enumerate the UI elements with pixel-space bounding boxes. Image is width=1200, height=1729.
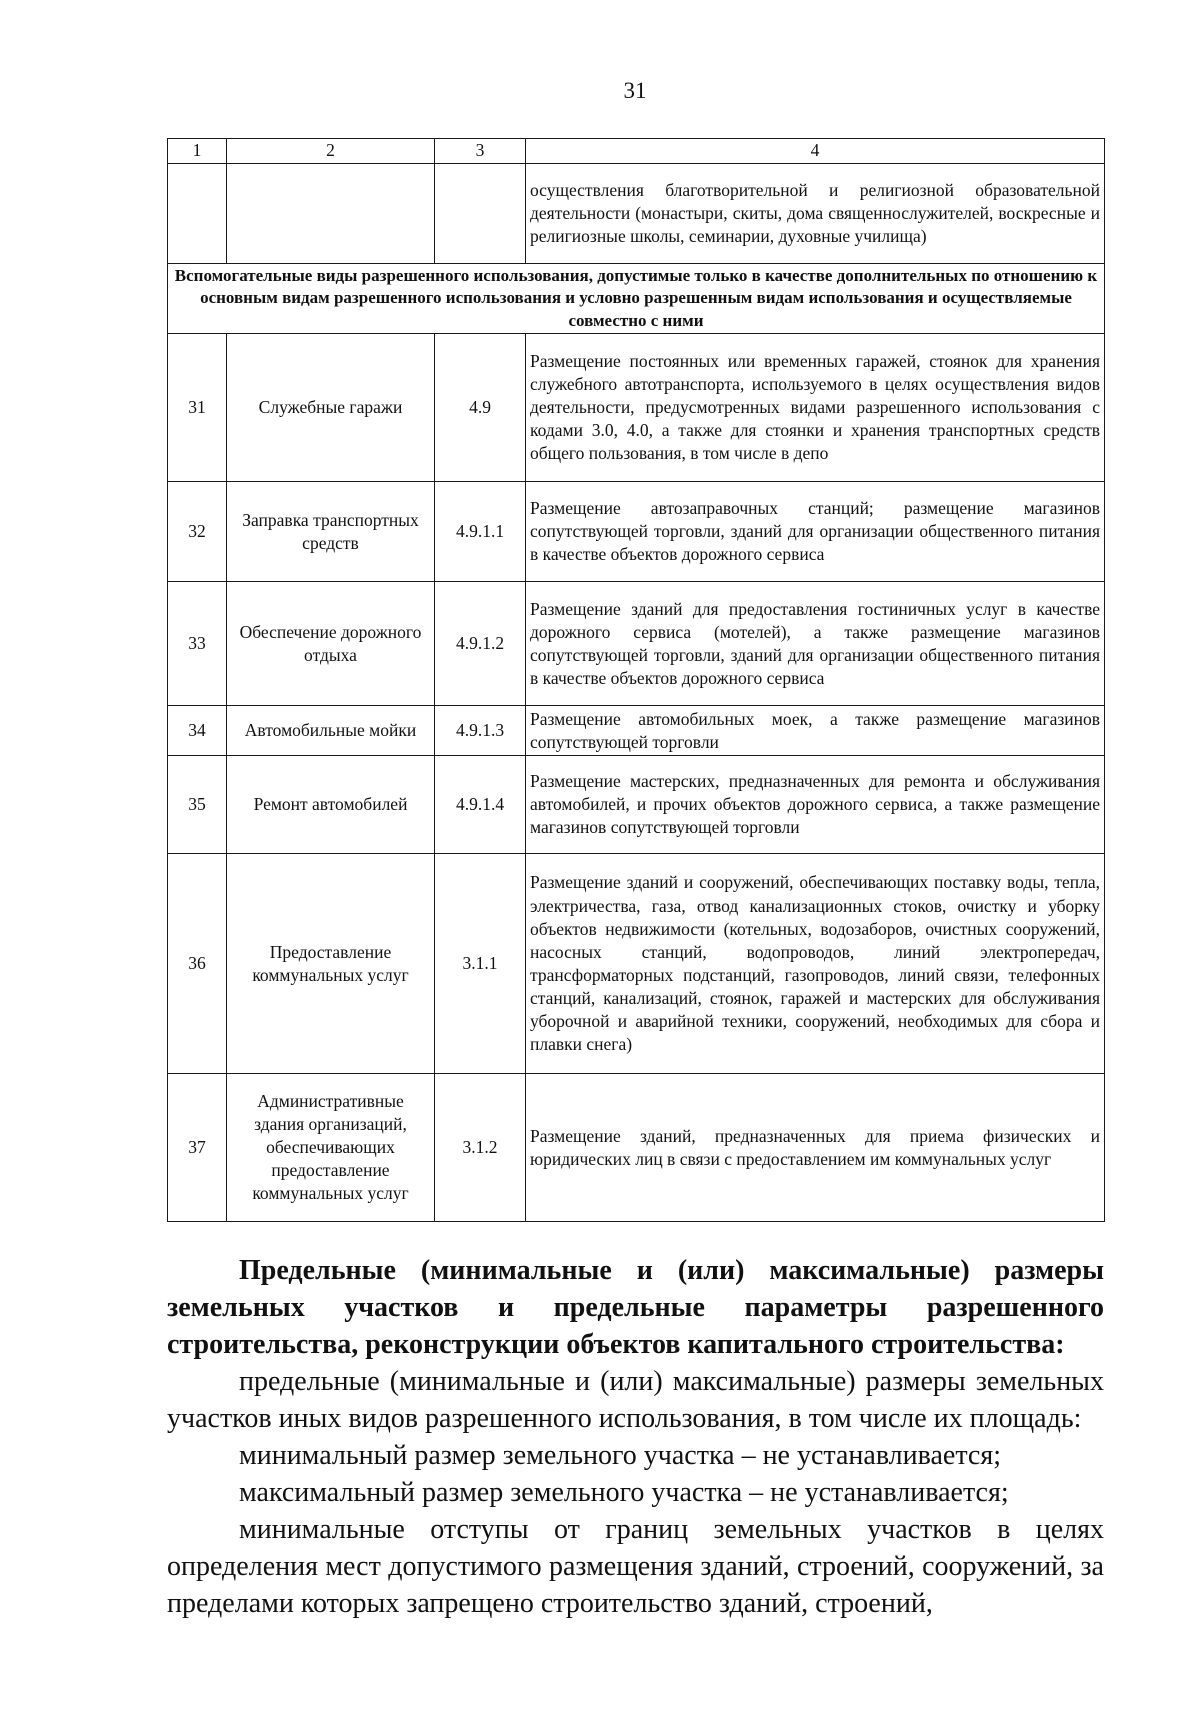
use-type-name: Ремонт автомобилей — [227, 756, 435, 854]
row-number: 34 — [168, 706, 227, 756]
page-number: 31 — [623, 78, 647, 103]
header-cell: 2 — [227, 139, 435, 164]
use-type-code: 4.9.1.1 — [435, 482, 526, 582]
row-number: 36 — [168, 854, 227, 1074]
use-type-code: 4.9.1.4 — [435, 756, 526, 854]
land-use-table — [167, 138, 1105, 1222]
table-header-row — [168, 139, 1105, 164]
row-number: 31 — [168, 334, 227, 482]
use-type-code: 4.9.1.2 — [435, 582, 526, 706]
paragraph: минимальные отступы от границ земельных участков в целях определения мест допустимого размещения зданий, строений, сооружений, за пределами которых запрещено строительство зданий, строений, — [167, 1514, 1104, 1619]
use-type-code: 4.9.1.3 — [435, 706, 526, 756]
use-type-name: Административные здания организаций, обеспечивающих предоставление коммунальных услуг — [227, 1074, 435, 1222]
use-type-description: Размещение зданий и сооружений, обеспечивающих поставку воды, тепла, электричества, газа, отвод канализационных стоков, очистку и уборку объектов недвижимости (котельных, водозаборов, очистных сооружений, насосных станций, водопроводов, линий электропередач, трансформаторных подстанций, газопроводов, линий связи, телефонных станций, канализаций, стоянок, гаражей и мастерских для обслуживания уборочной и аварийной техники, сооружений, необходимых для сбора и плавки снега) — [526, 854, 1105, 1074]
use-type-code: 4.9 — [435, 334, 526, 482]
row-number: 35 — [168, 756, 227, 854]
section-title-row — [168, 264, 1105, 334]
header-cell: 1 — [168, 139, 227, 164]
table-row — [168, 334, 1105, 482]
section-heading: Предельные (минимальные и (или) максимальные) размеры земельных участков и предельные параметры разрешенного строительства, реконструкции объектов капитального строительства: — [167, 1255, 1104, 1360]
row-number: 37 — [168, 1074, 227, 1222]
table-row — [168, 1074, 1105, 1222]
table-row — [168, 482, 1105, 582]
header-cell: 3 — [435, 139, 526, 164]
body-text — [167, 1252, 1104, 1622]
use-type-code: 3.1.2 — [435, 1074, 526, 1222]
paragraph: максимальный размер земельного участка – не устанавливается; — [239, 1477, 1009, 1508]
table-row — [168, 854, 1105, 1074]
paragraph: минимальный размер земельного участка – не устанавливается; — [239, 1440, 1002, 1471]
continuation-description: осуществления благотворительной и религиозной образовательной деятельности (монастыри, скиты, дома священнослужителей, воскресные и религиозные школы, семинарии, духовные училища) — [526, 164, 1105, 264]
use-type-description: Размещение постоянных или временных гаражей, стоянок для хранения служебного автотранспорта, используемого в целях осуществления видов деятельности, предусмотренных видами разрешенного использования с кодами 3.0, 4.0, а также для стоянки и хранения транспортных средств общего пользования, в том числе в депо — [526, 334, 1105, 482]
table-row — [168, 582, 1105, 706]
use-type-description: Размещение зданий, предназначенных для приема физических и юридических лиц в связи с предоставлением им коммунальных услуг — [526, 1074, 1105, 1222]
use-type-name: Служебные гаражи — [227, 334, 435, 482]
use-type-description: Размещение мастерских, предназначенных для ремонта и обслуживания автомобилей, и прочих объектов дорожного сервиса, а также размещение магазинов сопутствующей торговли — [526, 756, 1105, 854]
table-row — [168, 756, 1105, 854]
continuation-row — [168, 164, 1105, 264]
row-number: 33 — [168, 582, 227, 706]
table-row — [168, 706, 1105, 756]
header-cell: 4 — [526, 139, 1105, 164]
use-type-name: Автомобильные мойки — [227, 706, 435, 756]
use-type-name: Заправка транспортных средств — [227, 482, 435, 582]
row-number: 32 — [168, 482, 227, 582]
use-type-description: Размещение автомобильных моек, а также размещение магазинов сопутствующей торговли — [526, 706, 1105, 756]
paragraph: предельные (минимальные и (или) максимальные) размеры земельных участков иных видов разрешенного использования, в том числе их площадь: — [167, 1366, 1104, 1434]
use-type-name: Предоставление коммунальных услуг — [227, 854, 435, 1074]
use-type-description: Размещение зданий для предоставления гостиничных услуг в качестве дорожного сервиса (мотелей), а также размещение магазинов сопутствующей торговли, зданий для организации общественного питания в качестве объектов дорожного сервиса — [526, 582, 1105, 706]
use-type-name: Обеспечение дорожного отдыха — [227, 582, 435, 706]
use-type-code: 3.1.1 — [435, 854, 526, 1074]
section-title: Вспомогательные виды разрешенного использования, допустимые только в качестве дополнительных по отношению к основным видам разрешенного использования и условно разрешенным видам использования и осуществляемые совместно с ними — [168, 264, 1105, 334]
use-type-description: Размещение автозаправочных станций; размещение магазинов сопутствующей торговли, зданий для организации общественного питания в качестве объектов дорожного сервиса — [526, 482, 1105, 582]
